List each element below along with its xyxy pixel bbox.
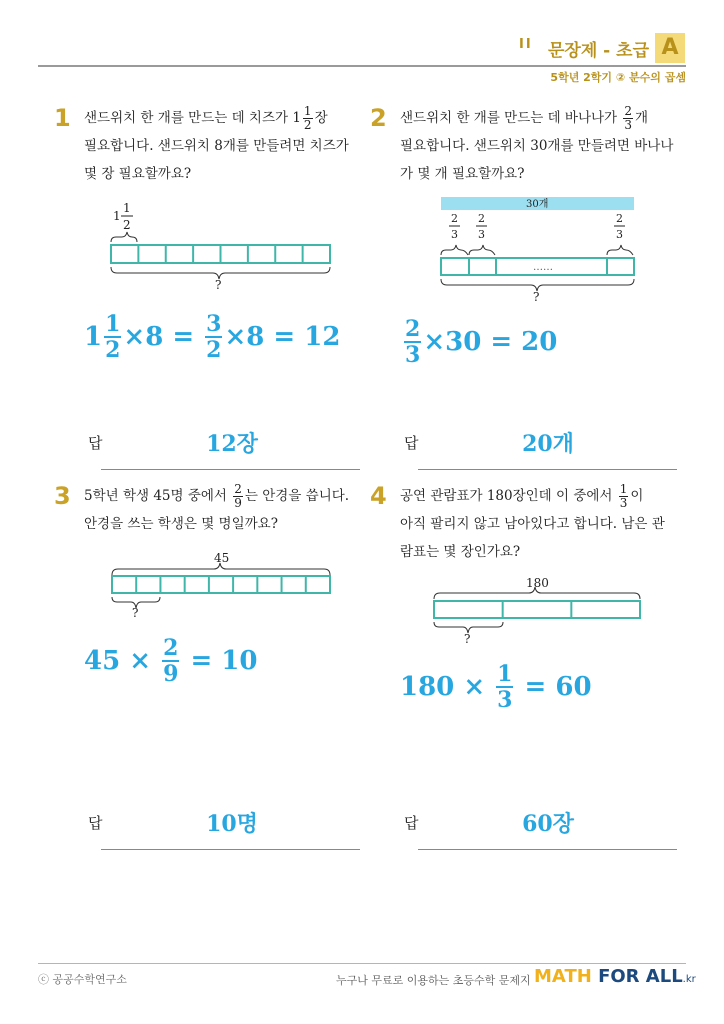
problem-4-fraction: $\frac{1}{3}$ bbox=[619, 482, 628, 510]
problem-1-eq-frac2: $\frac{3}{2}$ bbox=[206, 311, 222, 363]
problem-4-eq-lead: 180 × bbox=[400, 672, 495, 702]
problem-2-text-line2: 필요합니다. 샌드위치 30개를 만들려면 바나나 bbox=[400, 138, 674, 154]
svg-text:2: 2 bbox=[451, 212, 458, 225]
problem-2-dots: …… bbox=[533, 262, 553, 273]
problem-4-bar bbox=[434, 601, 640, 618]
problem-4-text-line1a: 공연 관람표가 180장인데 이 중에서 bbox=[400, 488, 617, 504]
problem-2-number: 2 bbox=[370, 104, 387, 132]
svg-text:3: 3 bbox=[451, 228, 458, 241]
problem-1-diagram-question: ? bbox=[215, 278, 222, 292]
problem-3-top-label: 45 bbox=[214, 551, 230, 565]
problem-4-text-line2: 아직 팔리지 않고 남아있다고 합니다. 남은 관 bbox=[400, 516, 665, 532]
problem-4-top-label: 180 bbox=[526, 576, 549, 590]
footer-copyright: ⓒ 공공수학연구소 bbox=[38, 973, 127, 986]
problem-1-diagram-top-num: 1 bbox=[123, 201, 131, 215]
problem-1-eq-op2: ×8 = 12 bbox=[224, 322, 341, 352]
problem-2-answer-label: 답 bbox=[404, 434, 419, 452]
problem-1-mixed-whole: 1 bbox=[292, 110, 301, 126]
problem-1-text-line2: 필요합니다. 샌드위치 8개를 만들려면 치즈가 bbox=[84, 138, 349, 154]
problem-3-fraction: $\frac{2}{9}$ bbox=[234, 482, 242, 510]
footer-brand-logo: MATH FOR ALL.kr bbox=[534, 966, 696, 987]
problem-3-eq-rest: = 10 bbox=[181, 646, 258, 676]
problem-3-text-line1b: 는 안경을 씁니다. bbox=[244, 488, 350, 504]
problem-4-eq-frac: $\frac{1}{3}$ bbox=[497, 661, 513, 713]
problem-4-text-line3: 람표는 몇 장인가요? bbox=[400, 544, 521, 560]
problem-2-total-label: 30개 bbox=[526, 199, 549, 210]
problem-1-text-line1b: 장 bbox=[314, 110, 328, 126]
worksheet-title: 문장제 - 초급 bbox=[548, 41, 650, 61]
problem-2-text-line3: 가 몇 개 필요할까요? bbox=[400, 166, 525, 182]
problem-3-answer-label: 답 bbox=[88, 814, 103, 832]
problem-2-text-line1b: 개 bbox=[635, 110, 649, 126]
problem-2-answer: 20개 bbox=[522, 431, 574, 457]
problem-4-text-line1b: 이 bbox=[630, 488, 644, 504]
problem-3-eq-frac: $\frac{2}{9}$ bbox=[163, 635, 179, 687]
footer-divider bbox=[38, 963, 686, 964]
problem-2-eq-frac: $\frac{2}{3}$ bbox=[405, 316, 421, 368]
problem-1-diagram-top-whole: 1 bbox=[113, 209, 121, 223]
svg-text:3: 3 bbox=[616, 228, 623, 241]
footer-description: 누구나 무료로 이용하는 초등수학 문제지 bbox=[336, 974, 531, 987]
problem-4-answer-label: 답 bbox=[404, 814, 419, 832]
problem-1-eq-op1: ×8 = bbox=[123, 322, 204, 352]
problem-3-answer: 10명 bbox=[206, 811, 258, 837]
level-badge: A bbox=[655, 33, 685, 63]
worksheet-subtitle: 5학년 2학기 ② 분수의 곱셈 bbox=[550, 71, 686, 84]
problem-1-fraction: $\frac{1}{2}$ bbox=[303, 104, 312, 132]
problem-4-diagram-question: ? bbox=[464, 632, 471, 646]
problem-2-text-line1a: 샌드위치 한 개를 만드는 데 바나나가 bbox=[400, 110, 622, 126]
problem-1-text-line3: 몇 장 필요할까요? bbox=[84, 166, 192, 182]
problem-3-diagram-question: ? bbox=[132, 606, 139, 620]
svg-text:2: 2 bbox=[616, 212, 623, 225]
problem-1-answer-label: 답 bbox=[88, 434, 103, 452]
problem-4-eq-rest: = 60 bbox=[515, 672, 592, 702]
problem-3-eq-lead: 45 × bbox=[84, 646, 161, 676]
problem-1-eq-frac1: $\frac{1}{2}$ bbox=[105, 311, 121, 363]
problem-1-eq-whole: 1 bbox=[84, 322, 103, 352]
problem-3-text-line1a: 5학년 학생 45명 중에서 bbox=[84, 488, 232, 504]
problem-1-text-line1a: 샌드위치 한 개를 만드는 데 치즈가 bbox=[84, 110, 293, 126]
problem-4-cells bbox=[503, 601, 572, 618]
header-marks: II bbox=[519, 37, 533, 52]
problem-3-number: 3 bbox=[54, 482, 71, 510]
problem-4-answer-line bbox=[418, 849, 677, 850]
problem-4-number: 4 bbox=[370, 482, 387, 510]
problem-4-equation bbox=[400, 662, 592, 712]
svg-text:3: 3 bbox=[478, 228, 485, 241]
problem-1-number: 1 bbox=[54, 104, 71, 132]
problem-3-text-line2: 안경을 쓰는 학생은 몇 명일까요? bbox=[84, 516, 278, 532]
problem-2-eq-rest: ×30 = 20 bbox=[423, 327, 558, 357]
problem-4-answer: 60장 bbox=[522, 811, 574, 837]
svg-text:2: 2 bbox=[478, 212, 485, 225]
problem-2-diagram-question: ? bbox=[533, 290, 540, 304]
problem-1-diagram-top-den: 2 bbox=[123, 218, 131, 232]
problem-2-fraction: $\frac{2}{3}$ bbox=[624, 104, 633, 132]
problem-1-answer: 12장 bbox=[206, 431, 258, 457]
